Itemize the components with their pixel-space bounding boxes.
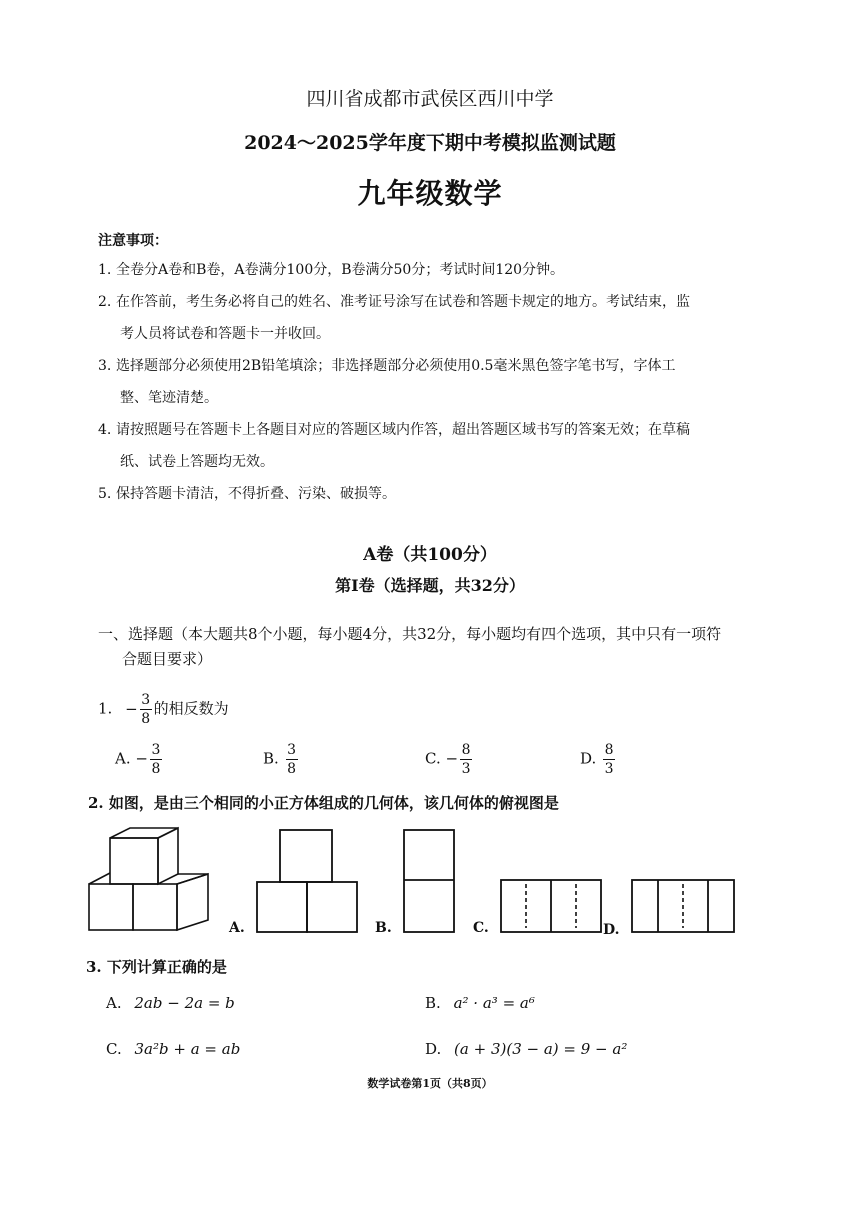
option-letter: A. [115, 749, 131, 768]
fraction [286, 742, 298, 777]
q1-option-d [580, 742, 617, 777]
notice-text: 选择题部分必须使用2B铅笔填涂；非选择题部分必须使用0.5毫米黑色签字笔书写，字体工 [116, 358, 676, 374]
q3-option-c [106, 1040, 240, 1058]
notice-heading: 注意事项： [98, 233, 168, 249]
notice-item-1 [98, 260, 778, 280]
bottom-left-cube-front [89, 884, 133, 930]
q2-label-b: B. [375, 920, 392, 936]
school-name: 四川省成都市武侯区西川中学 [306, 88, 554, 110]
option-expression: 3a²b + a = ab [134, 1040, 241, 1058]
notice-text: 请按照题号在答题卡上各题目对应的答题区域内作答，超出答题区域书写的答案无效；在草稿 [116, 422, 690, 438]
notice-number: 2. [98, 294, 112, 310]
denominator: 8 [151, 761, 161, 777]
notice-item-5 [98, 484, 778, 504]
option-expression: (a + 3)(3 − a) = 9 − a² [454, 1040, 628, 1058]
notice-item-2 [98, 292, 778, 344]
subject-title: 九年级数学 [357, 177, 503, 210]
section-heading-line2: 合题目要求） [122, 650, 213, 668]
section-heading-line1: 一、选择题（本大题共8个小题，每小题4分，共32分，每小题均有四个选项，其中只有一项符 [98, 625, 722, 643]
option-expression: 2ab − 2a = b [134, 994, 235, 1012]
option-letter: D. [580, 749, 597, 768]
q2-label-c: C. [473, 920, 489, 936]
q1-option-c [425, 742, 474, 777]
option-letter: C. [106, 1040, 122, 1058]
q3-option-a [106, 994, 235, 1012]
top-cube-side [158, 828, 178, 884]
notice-item-4 [98, 420, 778, 472]
notice-number: 3. [98, 358, 112, 374]
notice-text-continued: 考人员将试卷和答题卡一并收回。 [120, 326, 330, 342]
numerator: 3 [287, 742, 297, 758]
denominator: 8 [287, 761, 297, 777]
notice-number: 4. [98, 422, 112, 438]
numerator: 3 [151, 742, 161, 758]
option-c-figure [499, 878, 603, 934]
option-letter: C. [425, 749, 441, 768]
notice-text: 在作答前，考生务必将自己的姓名、准考证号涂写在试卷和答题卡规定的地方。考试结束，监 [116, 294, 690, 310]
q2-label-d: D. [603, 922, 620, 938]
question-number: 1. [98, 699, 113, 718]
q3-option-d [425, 1040, 627, 1058]
denominator: 3 [461, 761, 471, 777]
bottom-cube-side [177, 874, 208, 930]
option-b-figure [402, 828, 456, 934]
q2-label-a: A. [229, 920, 245, 936]
notice-text: 全卷分A卷和B卷，A卷满分100分，B卷满分50分；考试时间120分钟。 [116, 262, 565, 278]
fraction [460, 742, 472, 777]
top-cube-front [110, 838, 158, 884]
option-expression: a² · a³ = a⁶ [453, 994, 535, 1012]
fraction [603, 742, 615, 777]
q3-option-b [425, 994, 535, 1012]
question-2-stem: 2. 如图，是由三个相同的小正方体组成的几何体，该几何体的俯视图是 [88, 794, 559, 812]
volume-a-heading: A卷（共100分） [363, 545, 497, 565]
section-heading [98, 622, 788, 672]
option-letter: B. [425, 994, 441, 1012]
option-letter: B. [263, 749, 279, 768]
notice-number: 1. [98, 262, 112, 278]
bottom-right-cube-front [133, 884, 177, 930]
question-1-stem [98, 692, 229, 727]
notice-text: 保持答题卡清洁，不得折叠、污染、破损等。 [116, 486, 396, 502]
q1-option-b [263, 742, 300, 777]
numerator: 3 [141, 692, 151, 708]
fraction [150, 742, 162, 777]
question-text: 的相反数为 [153, 699, 229, 718]
numerator: 8 [604, 742, 614, 758]
notice-text-continued: 整、笔迹清楚。 [120, 390, 218, 406]
part-1-heading: 第Ⅰ卷（选择题，共32分） [335, 576, 525, 595]
option-d-figure [630, 878, 736, 934]
notice-item-3 [98, 356, 778, 408]
question-3-stem: 3. 下列计算正确的是 [86, 958, 227, 976]
minus-sign: − [445, 749, 459, 768]
option-letter: A. [106, 994, 122, 1012]
notice-text-continued: 纸、试卷上答题均无效。 [120, 454, 274, 470]
fraction [140, 692, 152, 727]
option-letter: D. [425, 1040, 442, 1058]
exam-title: 2024～2025学年度下期中考模拟监测试题 [244, 132, 616, 154]
denominator: 8 [141, 711, 151, 727]
minus-sign: − [125, 699, 138, 718]
option-a-figure [255, 828, 361, 934]
q1-option-a [115, 742, 164, 777]
page-footer: 数学试卷第1页（共8页） [367, 1077, 493, 1090]
minus-sign: − [135, 749, 148, 768]
notice-number: 5. [98, 486, 112, 502]
numerator: 8 [461, 742, 471, 758]
denominator: 3 [604, 761, 614, 777]
cube-solid-figure [86, 826, 216, 934]
